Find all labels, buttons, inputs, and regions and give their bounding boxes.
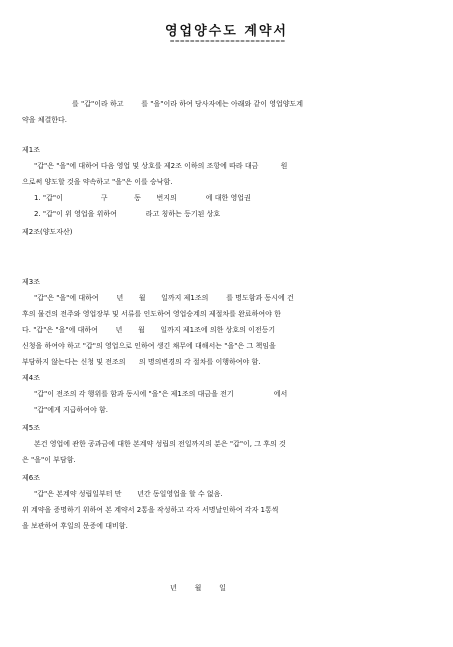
article-1-heading: 제1조 (22, 146, 40, 154)
article-1-line-3: 1. "갑"이 구 동 번지의 에 대한 영업권 (34, 194, 251, 202)
title-underline: ======================= (169, 38, 286, 45)
article-1-line-2: 으로써 양도할 것을 약속하고 "을"은 이를 승낙함. (22, 178, 173, 186)
article-3-line-5: 부담하지 않는다는 신청 및 전조의 의 명의변경의 각 절차를 이행하여야 함. (22, 358, 261, 366)
document-title: 영업양수도 계약서 (165, 24, 288, 39)
article-3-heading: 제3조 (22, 278, 40, 286)
contract-date-line: 년 월 일 (170, 584, 226, 592)
article-3-line-1: "갑"은 "을"에 대하여 년 월 일까지 제1조의 를 명도함과 동시에 건 (34, 294, 294, 302)
article-6-line-1: "갑"은 본계약 성립일부터 만 년간 동일영업을 할 수 없음. (34, 490, 223, 498)
article-1-line-4: 2. "갑"이 위 영업을 위하여 라고 칭하는 등기된 상호 (34, 210, 221, 218)
article-3-line-3: 다. "갑"은 "을"에 대하여 년 월 일까지 제1조에 의한 상호의 이전등기 (22, 326, 276, 334)
article-4-line-1: "갑"이 전조의 각 행위를 함과 동시에 "을"은 제1조의 대금을 전기 에서 (34, 390, 288, 398)
intro-line-2: 약을 체결한다. (22, 116, 68, 124)
article-5-line-1: 본건 영업에 관한 공과금에 대한 본계약 성립의 전일까지의 분은 "갑"이, 그 후의 것 (34, 440, 286, 448)
article-6-line-2: 위 계약을 증명하기 위하여 본 계약서 2통을 작성하고 각자 서명날인하여 각자 1통씩 (22, 506, 279, 514)
article-5-line-2: 은 "을"이 부담함. (22, 456, 76, 464)
article-1-line-1: "갑"은 "을"에 대하여 다음 영업 및 상호를 제2조 이하의 조항에 따라 대금 원 (34, 162, 288, 170)
article-3-line-4: 신청을 하여야 하고 "갑"의 영업으로 인하여 생긴 채무에 대해서는 "을"은 그 책임을 (22, 342, 276, 350)
article-6-line-3: 을 보관하여 후일의 문증에 대비함. (22, 522, 128, 530)
intro-line-1: 를 "갑"이라 하고 를 "을"이라 하여 당사자에는 아래와 같이 영업양도계 (72, 100, 304, 108)
article-6-heading: 제6조 (22, 474, 40, 482)
article-2-heading: 제2조(양도자산) (22, 228, 73, 236)
article-4-line-2: "갑"에게 지급하여야 함. (34, 406, 108, 414)
article-3-line-2: 후의 물건의 전주와 영업장부 및 서류를 인도하여 영업승계의 제절차를 완료하여야 한 (22, 310, 281, 318)
article-5-heading: 제5조 (22, 424, 40, 432)
article-4-heading: 제4조 (22, 374, 40, 382)
